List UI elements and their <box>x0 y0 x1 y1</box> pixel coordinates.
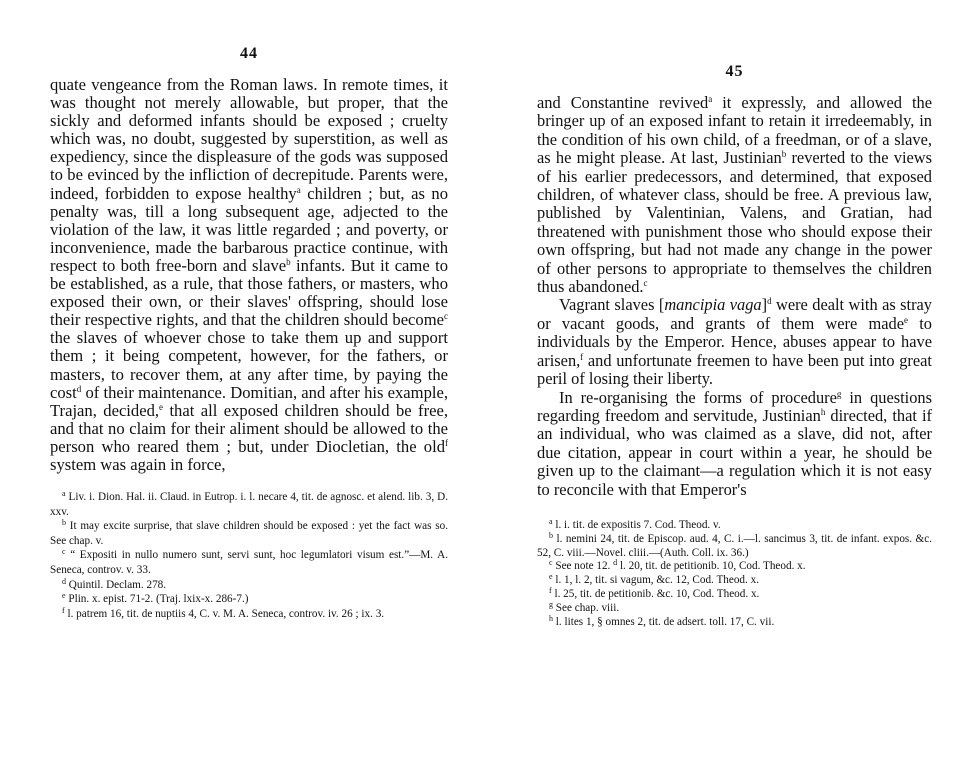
footnote-mark: c <box>549 558 553 568</box>
footnote-mark: e <box>62 591 66 601</box>
footnote-ref: a <box>296 184 301 195</box>
paragraph <box>537 296 932 388</box>
footnote <box>50 519 448 548</box>
footnote-ref: b <box>781 149 787 160</box>
footnote-mark: a <box>62 489 66 499</box>
footnote-text: Liv. i. Dion. Hal. ii. Claud. in Eutrop. i. l. necare 4, tit. de agnosc. et alend. lib. 3, D. xxv. <box>50 491 448 518</box>
footnote-text: l. 20, tit. de petitionib. 10, Cod. Theod. x. <box>617 560 806 573</box>
page-number: 44 <box>240 45 258 62</box>
text-run: quate vengeance from the Roman laws. In remote times, it was thought not merely allowable, but proper, that the sickly and deformed infants should be exposed ; cruelty which was, no doubt, suggested by superstition, as well as expediency, since the displeasure of the gods was supposed to be evinced by the infliction of decrepitude. Parents were, indeed, forbidden to expose healthy <box>50 75 448 203</box>
text-run: In re-organising the forms of procedure <box>559 387 837 407</box>
text-run: infants. But it came to be established, as a rule, that those fathers, or masters, who exposed their own, or their slaves' offspring, should lose their respective rights, and that the children should become <box>50 255 448 330</box>
footnote-text: l. patrem 16, tit. de nuptiis 4, C. v. M. A. Seneca, controv. iv. 26 ; ix. 3. <box>64 607 385 620</box>
footnote-text: l. nemini 24, tit. de Episcop. aud. 4, C. i.—l. sancimus 3, tit. de infant. expos. &c. 52, C. viii.—Novel. cliii.—(Auth. Coll. ix. 36.) <box>537 532 932 559</box>
footnote-ref: c <box>643 278 648 289</box>
footnote-text: l. i. tit. de expositis 7. Cod. Theod. v. <box>552 518 721 531</box>
footnote-mark: d <box>62 576 66 586</box>
footnote <box>537 516 932 533</box>
footnote-text: It may excite surprise, that slave children should be exposed : yet the fact was so. See chap. v. <box>50 520 448 547</box>
footnote-text: “ Expositi in nullo numero sunt, servi sunt, hoc legumlatori visum est.”—M. A. Seneca, controv. v. 33. <box>50 549 448 577</box>
text-run: system was again in force, <box>50 454 226 474</box>
text-run: directed, that if an individual, who was claimed as a slave, did not, after due citation, appear in court within a year, he should be given up to the claimant—a regulation which it is not easy to reconcile with that Emperor's <box>537 405 933 499</box>
footnote-ref: a <box>708 94 713 104</box>
footnote-mark: e <box>549 572 553 582</box>
footnote-mark: b <box>62 518 66 528</box>
text-run: that all exposed children should be free, and that no claim for their aliment should be allowed to the person who reared them ; but, under Diocletian, the old <box>50 400 448 456</box>
footnote-text: See chap. viii. <box>553 601 620 614</box>
footnote-text: Quintil. Declam. 278. <box>66 578 167 591</box>
body-text <box>50 76 448 474</box>
text-run: and Constantine revived <box>537 93 709 112</box>
footnote-ref: g <box>836 388 842 399</box>
right-page <box>537 62 932 629</box>
text-run: the slaves of whoever chose to take them up and support them ; it being competent, however, for the fathers, or masters, to recover them, at any after time, by paying the cost <box>50 328 448 402</box>
footnote-ref: f <box>445 437 448 448</box>
footnote-mark: f <box>62 605 65 615</box>
page-number: 45 <box>725 63 744 80</box>
footnote-ref: e <box>904 314 909 325</box>
footnote-mark: c <box>62 547 66 557</box>
footnote-mark: b <box>549 530 553 540</box>
text-run: of their maintenance. Domitian, and after his example, Trajan, decided, <box>50 382 448 420</box>
body-text <box>537 94 932 499</box>
left-page <box>50 44 448 621</box>
footnote-text: See note 12. <box>552 560 614 573</box>
text-run: in questions regarding freedom and servitude, Justinian <box>537 387 932 425</box>
footnote <box>50 490 448 519</box>
footnote <box>537 585 932 602</box>
footnote-ref: b <box>286 256 291 267</box>
paragraph <box>537 94 932 296</box>
footnote <box>537 530 932 561</box>
paragraph <box>50 76 448 474</box>
footnote-ref: d <box>767 296 772 307</box>
footnote-ref: d <box>76 383 82 394</box>
footnote <box>537 574 932 588</box>
text-run: reverted to the views of his earlier predecessors, and determined, that exposed children, of whatever class, should be free. A previous law, published by Valentinian, Valens, and Gratian, had threatened with punishment those who should expose their own offspring, but had not made any change in the power of other persons to appropriate to themselves the children thus abandoned. <box>537 148 932 297</box>
footnote <box>537 613 932 630</box>
footnotes <box>50 490 448 621</box>
text-run: and unfortunate freemen to have been put into great peril of losing their liberty. <box>537 350 932 389</box>
footnote-text: l. 25, tit. de petitionib. &c. 10, Cod. Theod. x. <box>551 587 760 600</box>
text-run: to individuals by the Emperor. Hence, abuses appear to have arisen, <box>537 313 932 370</box>
text-run: Vagrant slaves [ <box>559 295 665 315</box>
footnote-ref: c <box>444 311 448 322</box>
footnote-text: l. 1, l. 2, tit. si vagum, &c. 12, Cod. Theod. x. <box>552 574 760 587</box>
footnote-ref: h <box>820 406 826 417</box>
footnote-mark: f <box>549 585 552 595</box>
text-run: it expressly, and allowed the bringer up of an exposed infant to retain it irredeemably, in the condition of his own child, of a freedman, or of a slave, as he might please. At last, Justinian <box>537 93 933 168</box>
footnote-mark: d <box>613 558 618 568</box>
text-run: ] <box>761 295 768 315</box>
footnote-ref: f <box>580 351 584 362</box>
footnote <box>50 578 448 593</box>
footnote <box>537 599 932 616</box>
footnote <box>50 548 448 577</box>
text-run: were dealt with as stray or vacant goods, and grants of them were made <box>537 295 933 333</box>
italic-phrase: mancipia vaga <box>664 295 762 315</box>
paragraph <box>537 389 932 499</box>
footnotes <box>537 516 932 629</box>
footnote <box>50 592 448 607</box>
footnote-ref: e <box>159 401 164 412</box>
footnote <box>50 607 448 622</box>
text-run: children ; but, as no penalty was, till a long subsequent age, adjected to the violation of the law, it was little regarded ; and poverty, or inconvenience, made the barbarous practice continue, with respect to both free-born and slave <box>50 183 448 275</box>
footnote-mark: g <box>549 599 553 609</box>
footnote-text: l. lites 1, § omnes 2, tit. de adsert. toll. 17, C. vii. <box>553 615 775 628</box>
footnote-text: Plin. x. epist. 71-2. (Traj. lxix-x. 286-7.) <box>65 593 249 606</box>
footnote-mark: h <box>549 613 553 623</box>
footnote-mark: a <box>549 516 553 526</box>
footnote <box>537 560 932 574</box>
